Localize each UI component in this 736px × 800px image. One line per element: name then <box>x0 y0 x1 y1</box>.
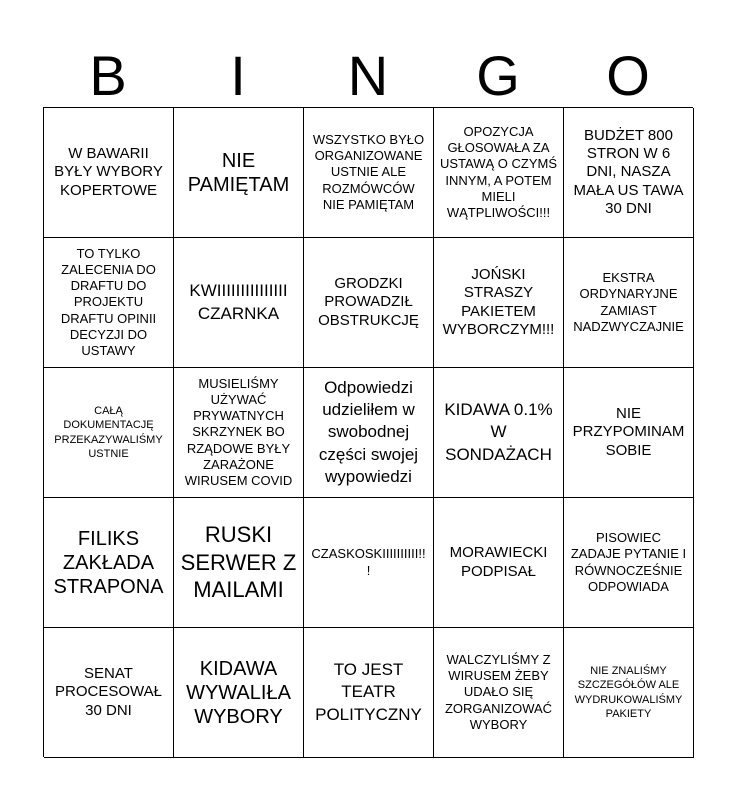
bingo-cell-r2c1[interactable]: TO TYLKO ZALECENIA DO DRAFTU DO PROJEKTU DRAFTU OPINII DECYZJI DO USTAWY <box>44 238 174 368</box>
bingo-cell-r4c2[interactable]: RUSKI SERWER Z MAILAMI <box>174 498 304 628</box>
bingo-cell-r2c4[interactable]: JOŃSKI STRASZY PAKIETEM WYBORCZYM!!! <box>434 238 564 368</box>
bingo-cell-r4c4[interactable]: MORAWIECKI PODPISAŁ <box>434 498 564 628</box>
bingo-cell-r3c4[interactable]: KIDAWA 0.1% W SONDAŻACH <box>434 368 564 498</box>
bingo-cell-r3c2[interactable]: MUSIELIŚMY UŻYWAĆ PRYWATNYCH SKRZYNEK BO RZĄDOWE BYŁY ZARAŻONE WIRUSEM COVID <box>174 368 304 498</box>
bingo-cell-r5c2[interactable]: KIDAWA WYWALIŁA WYBORY <box>174 628 304 758</box>
bingo-cell-r4c1[interactable]: FILIKS ZAKŁADA STRAPONA <box>44 498 174 628</box>
bingo-cell-r1c5[interactable]: BUDŻET 800 STRON W 6 DNI, NASZA MAŁA US TAWA 30 DNI <box>564 108 694 238</box>
bingo-cell-r1c2[interactable]: NIE PAMIĘTAM <box>174 108 304 238</box>
bingo-cell-r2c3[interactable]: GRODZKI PROWADZIŁ OBSTRUKCJĘ <box>304 238 434 368</box>
bingo-cell-r4c3[interactable]: CZASKOSKIIIIIIIIII!!! <box>304 498 434 628</box>
bingo-cell-r3c1[interactable]: CAŁĄ DOKUMENTACJĘ PRZEKAZYWALIŚMY USTNIE <box>44 368 174 498</box>
bingo-cell-r5c1[interactable]: SENAT PROCESOWAŁ 30 DNI <box>44 628 174 758</box>
bingo-board <box>43 107 693 757</box>
bingo-cell-r3c5[interactable]: NIE PRZYPOMINAM SOBIE <box>564 368 694 498</box>
bingo-cell-r5c5[interactable]: NIE ZNALIŚMY SZCZEGÓŁÓW ALE WYDRUKOWALIŚMY PAKIETY <box>564 628 694 758</box>
bingo-header <box>43 44 693 108</box>
bingo-cell-r5c3[interactable]: TO JEST TEATR POLITYCZNY <box>304 628 434 758</box>
header-letter-o: O <box>606 44 650 107</box>
header-letter-b: B <box>89 44 127 107</box>
bingo-cell-r2c2[interactable]: KWIIIIIIIIIIIIIII CZARNKA <box>174 238 304 368</box>
bingo-cell-r1c4[interactable]: OPOZYCJA GŁOSOWAŁA ZA USTAWĄ O CZYMŚ INNYM, A POTEM MIELI WĄTPLIWOŚCI!!! <box>434 108 564 238</box>
bingo-cell-r1c1[interactable]: W BAWARII BYŁY WYBORY KOPERTOWE <box>44 108 174 238</box>
header-letter-n: N <box>347 44 389 107</box>
bingo-cell-r3c3[interactable]: Odpowiedzi udzieliłem w swobodnej części swojej wypowiedzi <box>304 368 434 498</box>
bingo-cell-r1c3[interactable]: WSZYSTKO BYŁO ORGANIZOWANE USTNIE ALE ROZMÓWCÓW NIE PAMIĘTAM <box>304 108 434 238</box>
header-letter-i: I <box>230 44 246 107</box>
bingo-cell-r4c5[interactable]: PISOWIEC ZADAJE PYTANIE I RÓWNOCZEŚNIE ODPOWIADA <box>564 498 694 628</box>
bingo-cell-r2c5[interactable]: EKSTRA ORDYNARYJNE ZAMIAST NADZWYCZAJNIE <box>564 238 694 368</box>
header-letter-g: G <box>476 44 520 107</box>
bingo-cell-r5c4[interactable]: WALCZYLIŚMY Z WIRUSEM ŻEBY UDAŁO SIĘ ZORGANIZOWAĆ WYBORY <box>434 628 564 758</box>
